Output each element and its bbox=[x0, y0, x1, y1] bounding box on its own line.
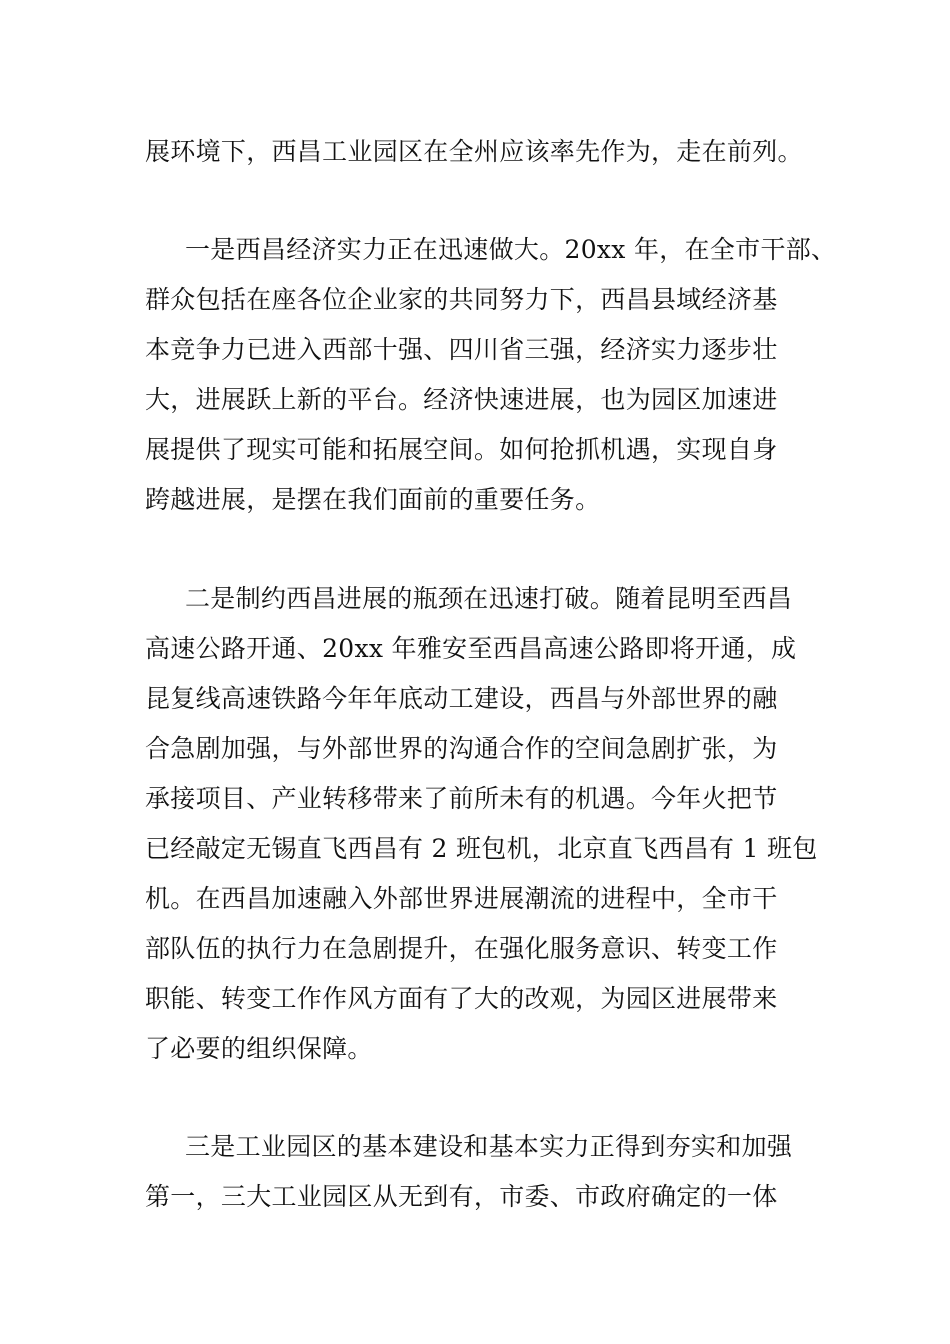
text-line: 部队伍的执行力在急剧提升，在强化服务意识、转变工作 bbox=[145, 934, 778, 963]
text-line: 机。在西昌加速融入外部世界进展潮流的进程中，全市干 bbox=[145, 884, 778, 913]
text-line: 昆复线高速铁路今年年底动工建设，西昌与外部世界的融 bbox=[145, 684, 778, 713]
text-line: 合急剧加强，与外部世界的沟通合作的空间急剧扩张，为 bbox=[145, 734, 778, 763]
text-line: 大，进展跃上新的平台。经济快速进展，也为园区加速进 bbox=[145, 385, 778, 414]
text-line: 了必要的组织保障。 bbox=[145, 1034, 373, 1063]
text-line: 展环境下，西昌工业园区在全州应该率先作为，走在前列。 bbox=[145, 137, 803, 166]
paragraph-first-line: 二是制约西昌进展的瓶颈在迅速打破。随着昆明至西昌 bbox=[185, 584, 793, 613]
paragraph-first-line: 一是西昌经济实力正在迅速做大。20xx 年，在全市干部、 bbox=[185, 235, 837, 264]
text-line: 高速公路开通、20xx 年雅安至西昌高速公路即将开通，成 bbox=[145, 634, 797, 663]
text-line: 承接项目、产业转移带来了前所未有的机遇。今年火把节 bbox=[145, 784, 778, 813]
text-line: 群众包括在座各位企业家的共同努力下，西昌县域经济基 bbox=[145, 285, 778, 314]
text-line: 本竞争力已进入西部十强、四川省三强，经济实力逐步壮 bbox=[145, 335, 778, 364]
text-line: 跨越进展，是摆在我们面前的重要任务。 bbox=[145, 485, 601, 514]
text-line: 已经敲定无锡直飞西昌有 2 班包机，北京直飞西昌有 1 班包 bbox=[145, 834, 818, 863]
text-line: 第一，三大工业园区从无到有，市委、市政府确定的一体 bbox=[145, 1182, 778, 1211]
paragraph-first-line: 三是工业园区的基本建设和基本实力正得到夯实和加强 bbox=[185, 1132, 793, 1161]
text-line: 展提供了现实可能和拓展空间。如何抢抓机遇，实现自身 bbox=[145, 435, 778, 464]
text-line: 职能、转变工作作风方面有了大的改观，为园区进展带来 bbox=[145, 984, 778, 1013]
